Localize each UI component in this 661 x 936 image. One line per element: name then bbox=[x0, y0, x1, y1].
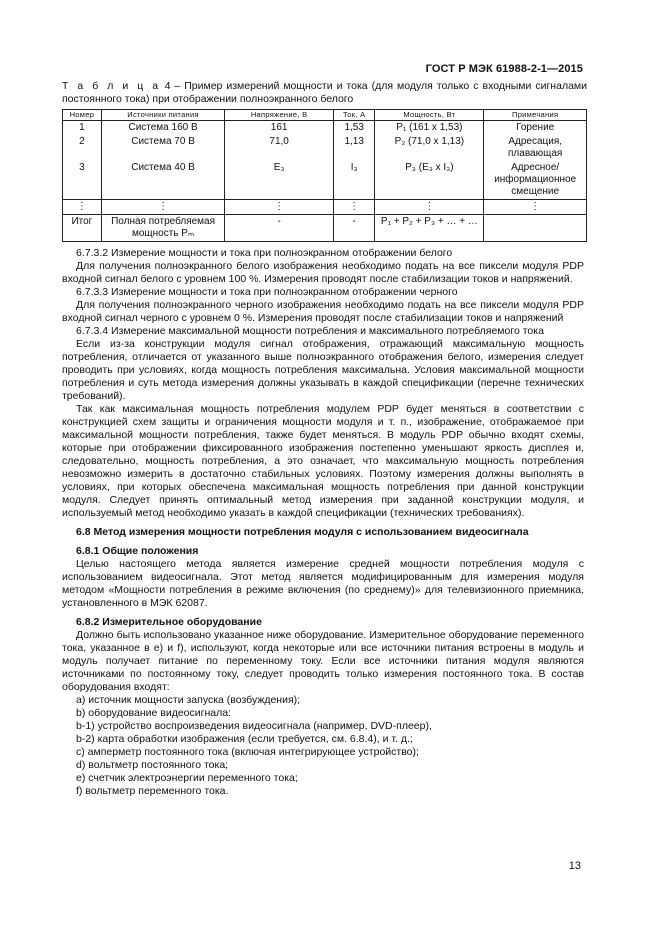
table-cell: ⋮ bbox=[333, 200, 375, 215]
table-cell: - bbox=[333, 215, 375, 242]
table-cell: 71,0 bbox=[225, 135, 334, 161]
paragraph: Для получения полноэкранного черного изображения необходимо подать на все пиксели модуля PDP входной сигнал черного с уровнем 0 %. Измерения проводят после стабилизации токов и напряжений bbox=[62, 299, 584, 324]
column-header: Источники питания bbox=[101, 110, 225, 121]
list-item: а) источник мощности запуска (возбуждения); bbox=[76, 694, 301, 706]
table-cell: Система 70 В bbox=[101, 135, 225, 161]
table-row bbox=[63, 215, 587, 242]
table-cell: Итог bbox=[63, 215, 102, 242]
table-caption-label: Т а б л и ц а bbox=[62, 80, 161, 92]
column-header: Мощность, Вт bbox=[375, 110, 484, 121]
table-cell bbox=[484, 215, 587, 242]
table-cell: ⋮ bbox=[101, 200, 225, 215]
table-cell: I₃ bbox=[333, 161, 375, 200]
list-item: e) счетчик электроэнергии переменного тока; bbox=[76, 772, 298, 784]
paragraph: 6.7.3.2 Измерение мощности и тока при полноэкранном отображении белого bbox=[76, 247, 453, 259]
paragraph: Для получения полноэкранного белого изображения необходимо подать на все пиксели модуля PDP входной сигнал белого с уровнем 100 %. Измерения проводят после стабилизации токов и напряжений. bbox=[62, 260, 584, 285]
power-measurement-table bbox=[62, 109, 587, 242]
table-cell: 1 bbox=[63, 121, 102, 136]
list-item: b) оборудование видеосигнала: bbox=[76, 707, 231, 719]
list-item: d) вольтметр постоянного тока; bbox=[76, 759, 229, 771]
table-cell: 1,53 bbox=[333, 121, 375, 136]
table-cell: E₃ bbox=[225, 161, 334, 200]
table-cell: ⋮ bbox=[484, 200, 587, 215]
table-cell: Адресация, плавающая bbox=[484, 135, 587, 161]
paragraph: Целью настоящего метода является измерение средней мощности потребления модуля с использованием видеосигнала. Этот метод является модифицированным для измерения модуля методом «Мощности потребления в режиме включения (по среднему)» для телевизионного приемника, установленного в МЭК 62087. bbox=[62, 558, 584, 609]
paragraph: Так как максимальная мощность потребления модулем PDP будет меняться в соответствии с конструкцией схем защиты и ограничения мощности модуля и т. п., изображение, отображаемое при максимальной мощности потребления, также будет меняться. В модуль PDP обычно входят схемы, которые при отображении фиксированного изображения постепенно уменьшают яркость дисплея и, следовательно, мощность потребления, а это означает, что максимальную мощность потребления невозможно измерить в достаточно стабильных условиях. Поэтому измерения должны выполнять в условиях, при которых обеспечена максимальная мощность потребления при данной конструкции модуля. Следует принять оптимальный метод измерения при заданной конструкции модуля, и используемый метод необходимо указать в каждой спецификации (технических требованиях). bbox=[62, 403, 584, 519]
list-item: f) вольтметр переменного тока. bbox=[76, 785, 229, 797]
page-number: 13 bbox=[568, 860, 581, 872]
table-cell: 2 bbox=[63, 135, 102, 161]
table-cell: P₂ (71,0 x 1,13) bbox=[375, 135, 484, 161]
table-cell: Система 160 В bbox=[101, 121, 225, 136]
paragraph: 6.7.3.4 Измерение максимальной мощности потребления и максимального потребляемого тока bbox=[76, 325, 544, 337]
paragraph: Если из-за конструкции модуля сигнал отображения, отражающий максимальную мощность потребления, отличается от указанного выше полноэкранного отображения белого, измерения следует проводить при условиях, когда мощность потребления максимальна. Условия максимальной мощности потребления и суть метода измерения должны указывать в каждой спецификации (перечне технических требований). bbox=[62, 338, 584, 402]
table-cell: 1,13 bbox=[333, 135, 375, 161]
section-heading: 6.8 Метод измерения мощности потребления модуля с использованием видеосигнала bbox=[76, 526, 529, 538]
table-cell: P₃ (E₃ x I₃) bbox=[375, 161, 484, 200]
table-cell: ⋮ bbox=[63, 200, 102, 215]
table-caption-text: 4 – Пример измерений мощности и тока (для модуля только с входными сигналами постоянного тока) при отображении полноэкранного белого bbox=[62, 80, 587, 105]
column-header: Ток, А bbox=[333, 110, 375, 121]
table-cell: P₁ + P₂ + P₃ + … + … bbox=[375, 215, 484, 242]
list-item: b-1) устройство воспроизведения видеосигнала (например, DVD-плеер), bbox=[76, 720, 432, 732]
paragraph: Должно быть использовано указанное ниже оборудование. Измерительное оборудование переменного тока, указанное в e) и f), используют, когда некоторые или все источники питания встроены в модуль и модуль получает питание по переменному току. Если все источники питания модуля являются источниками по постоянному току, следует проводить только измерения постоянного тока. В состав оборудования входят: bbox=[62, 629, 584, 693]
document-header: ГОСТ Р МЭК 61988-2-1—2015 bbox=[425, 63, 583, 75]
table-row bbox=[63, 121, 587, 136]
table-cell: ⋮ bbox=[225, 200, 334, 215]
table-cell: Полная потребляемая мощность Pₘ bbox=[101, 215, 225, 242]
table-cell: ⋮ bbox=[375, 200, 484, 215]
document-body bbox=[62, 247, 584, 798]
section-heading: 6.8.2 Измерительное оборудование bbox=[76, 616, 262, 628]
section-heading: 6.8.1 Общие положения bbox=[76, 545, 199, 557]
list-item: c) амперметр постоянного тока (включая интегрирующее устройство); bbox=[76, 746, 419, 758]
column-header: Напряжение, В bbox=[225, 110, 334, 121]
table-cell: - bbox=[225, 215, 334, 242]
table-cell: P₁ (161 x 1,53) bbox=[375, 121, 484, 136]
column-header: Номер bbox=[63, 110, 102, 121]
table-cell: Горение bbox=[484, 121, 587, 136]
paragraph: 6.7.3.3 Измерение мощности и тока при полноэкранном отображении черного bbox=[76, 286, 458, 298]
table-row bbox=[63, 161, 587, 200]
table-cell: Адресное/ информационное смещение bbox=[484, 161, 587, 200]
table-cell: Система 40 В bbox=[101, 161, 225, 200]
list-item: b-2) карта обработки изображения (если требуется, см. 6.8.4), и т. д.; bbox=[76, 733, 413, 745]
table-row bbox=[63, 200, 587, 215]
table-cell: 3 bbox=[63, 161, 102, 200]
table-cell: 161 bbox=[225, 121, 334, 136]
table-row bbox=[63, 135, 587, 161]
table-caption bbox=[62, 80, 587, 106]
column-header: Примечания bbox=[484, 110, 587, 121]
